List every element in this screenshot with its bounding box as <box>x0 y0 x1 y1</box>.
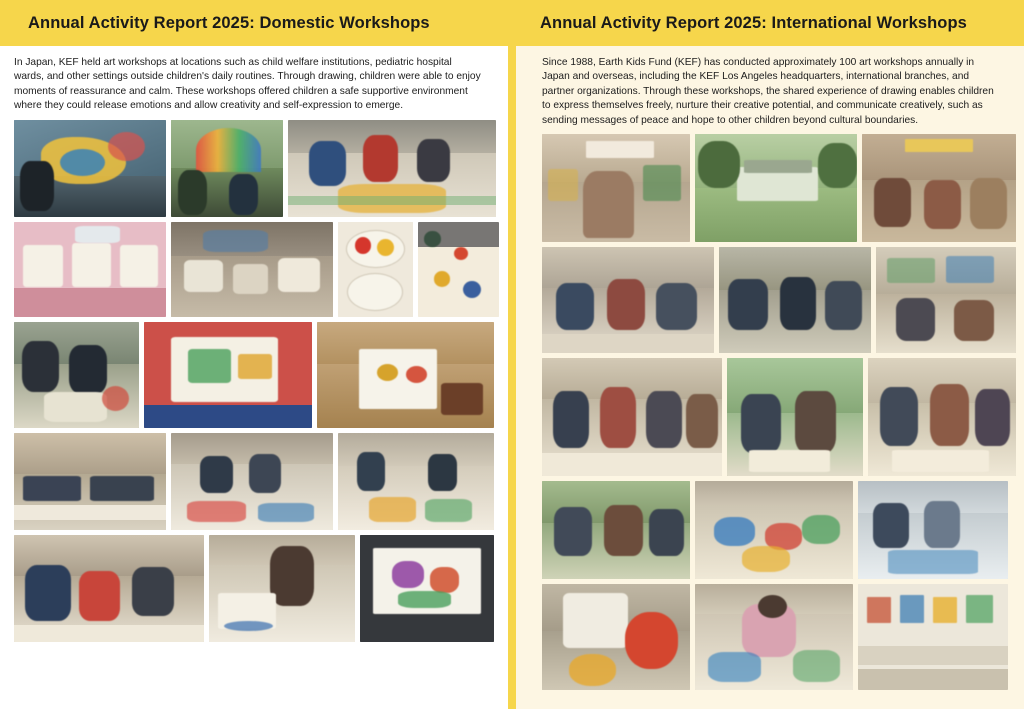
photo-child-painting-floor-pink <box>695 584 853 690</box>
photo-green-house-exterior <box>695 134 857 242</box>
photo-group-photo-gymnasium <box>14 433 166 530</box>
international-photo-row-1 <box>542 134 1006 242</box>
photo-finished-artwork-easel <box>360 535 494 642</box>
photo-long-canvas-colorful <box>338 433 494 530</box>
photo-child-smiley-drawing <box>317 322 494 428</box>
photo-house-drawings-display <box>14 222 166 317</box>
photo-children-painting-long-sheet <box>171 433 333 530</box>
domestic-page-title: Annual Activity Report 2025: Domestic Workshops <box>28 13 430 32</box>
photo-children-group-drawing <box>868 358 1016 476</box>
photo-hall-workshop-group <box>719 247 871 353</box>
panel-divider <box>508 0 516 709</box>
photo-rainbow-window-painting <box>171 120 283 217</box>
international-header-band <box>516 0 1024 46</box>
international-photo-row-2 <box>542 247 1006 353</box>
domestic-body-text: In Japan, KEF held art workshops at locations such as child welfare institutions, pediatric hospital wards, and other settings outside children's daily routines. Through drawing, children were able to enjoy moments of reassurance and calm. These workshops offered children a safe supportive environment where they could release emotions and allow creativity and self-expression to emerge. <box>14 57 481 112</box>
international-page-title: Annual Activity Report 2025: International Workshops <box>540 13 967 32</box>
domestic-photo-row-2 <box>14 222 494 317</box>
photo-mural-handprint-window <box>14 120 166 217</box>
photo-make-art-not-war-shirt <box>542 584 690 690</box>
domestic-workshops-panel <box>0 0 508 709</box>
photo-children-large-paper-blue <box>858 481 1008 579</box>
photo-outdoor-children-painting <box>542 481 690 579</box>
photo-paint-palettes <box>338 222 413 317</box>
photo-child-holding-drawing <box>144 322 312 428</box>
domestic-photo-row-5 <box>14 535 494 642</box>
photo-children-painting-large-canvas <box>288 120 496 217</box>
domestic-photo-row-1 <box>14 120 494 217</box>
photo-art-supplies-table <box>171 222 333 317</box>
domestic-photo-gallery <box>0 120 508 656</box>
photo-gallery-wall-artwork <box>858 584 1008 690</box>
photo-kef-room-group <box>862 134 1016 242</box>
photo-workshop-room-children <box>14 535 204 642</box>
photo-child-drawing-closeup <box>209 535 355 642</box>
international-photo-gallery <box>516 134 1024 704</box>
international-photo-row-5 <box>542 584 1006 690</box>
photo-children-on-floor-painting <box>14 322 139 428</box>
domestic-photo-row-4 <box>14 433 494 530</box>
domestic-header-band <box>0 0 508 46</box>
photo-children-tables-artwork <box>876 247 1016 353</box>
photo-children-painting-table-large <box>542 358 722 476</box>
photo-classroom-workshop-1 <box>542 247 714 353</box>
international-workshops-panel <box>516 0 1024 709</box>
international-photo-row-4 <box>542 481 1006 579</box>
photo-children-drawing-green-wall <box>727 358 863 476</box>
international-photo-row-3 <box>542 358 1006 476</box>
photo-hands-dot-painting <box>418 222 499 317</box>
photo-kids-earth-fund-banner-portrait <box>542 134 690 242</box>
international-body-text: Since 1988, Earth Kids Fund (KEF) has conducted approximately 100 art workshops annually in Japan and overseas, including the KEF Los Angeles headquarters, international branches, and partner organizations. Through these workshops, the shared experience of drawing enables children to express themselves freely, nurture their creative potential, and communicate creatively, such as sending messages of peace and hope to other children beyond cultural boundaries. <box>542 57 994 126</box>
photo-colorful-floor-canvas <box>695 481 853 579</box>
domestic-photo-row-3 <box>14 322 494 428</box>
